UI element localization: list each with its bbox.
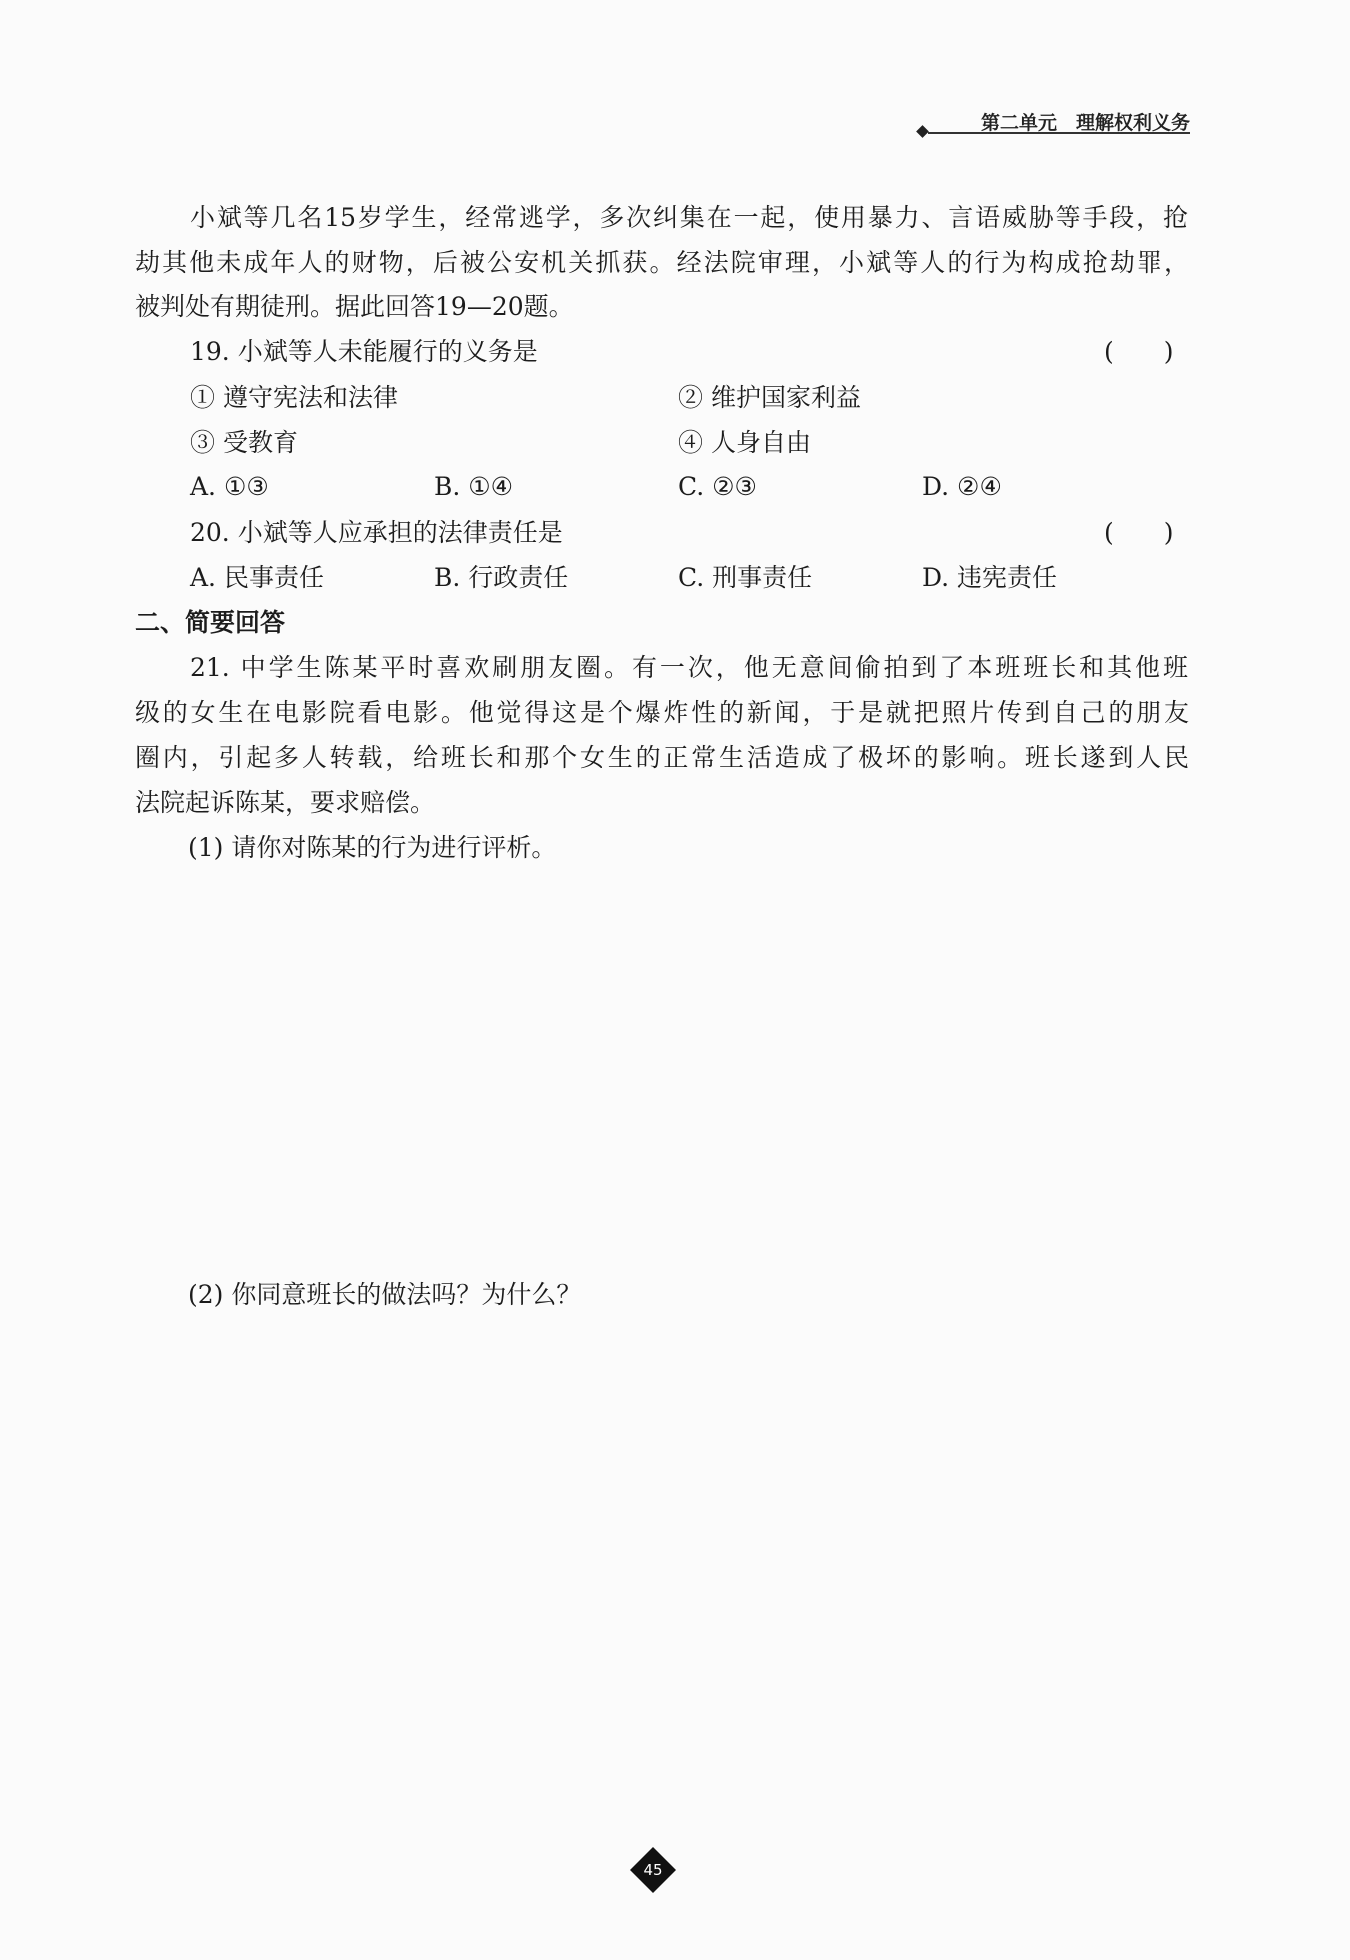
q21-sub-question-2: (2) 你同意班长的做法吗？为什么？ <box>188 1280 582 1309</box>
q19-item-4: ④ 人身自由 <box>678 428 811 457</box>
q19-option-a[interactable]: A. ①③ <box>190 472 269 501</box>
q19-item-2: ② 维护国家利益 <box>678 383 861 412</box>
q20-option-b[interactable]: B. 行政责任 <box>434 563 569 592</box>
q21-line-1: 21. 中学生陈某平时喜欢刷朋友圈。有一次，他无意间偷拍到了本班班长和其他班 <box>190 653 1188 682</box>
intro-line-2: 劫其他未成年人的财物，后被公安机关抓获。经法院审理，小斌等人的行为构成抢劫罪， <box>135 248 1189 277</box>
section-title: 二、简要回答 <box>135 608 286 637</box>
q19-option-c[interactable]: C. ②③ <box>678 472 757 501</box>
q20-answer-blank[interactable]: ( ) <box>1104 518 1174 547</box>
q19-item-1: ① 遵守宪法和法律 <box>190 383 398 412</box>
q19-stem: 19. 小斌等人未能履行的义务是 <box>190 337 538 366</box>
q19-option-d[interactable]: D. ②④ <box>922 472 1002 501</box>
q21-sub-question-1: (1) 请你对陈某的行为进行评析。 <box>188 833 557 862</box>
running-header: 第二单元 理解权利义务 <box>980 112 1190 134</box>
page-number-badge <box>629 1846 677 1894</box>
q21-line-2: 级的女生在电影院看电影。他觉得这是个爆炸性的新闻，于是就把照片传到自己的朋友 <box>135 698 1189 727</box>
intro-line-1: 小斌等几名15岁学生，经常逃学，多次纠集在一起，使用暴力、言语威胁等手段，抢 <box>190 203 1188 232</box>
q21-line-4: 法院起诉陈某，要求赔偿。 <box>135 788 436 817</box>
q19-item-3: ③ 受教育 <box>190 428 298 457</box>
q20-option-d[interactable]: D. 违宪责任 <box>922 563 1058 592</box>
page-number: 45 <box>643 1861 663 1879</box>
q20-option-c[interactable]: C. 刑事责任 <box>678 563 813 592</box>
q21-line-3: 圈内，引起多人转载，给班长和那个女生的正常生活造成了极坏的影响。班长遂到人民 <box>135 743 1189 772</box>
q20-option-a[interactable]: A. 民事责任 <box>190 563 324 592</box>
intro-line-3: 被判处有期徒刑。据此回答19—20题。 <box>135 292 574 321</box>
q19-option-b[interactable]: B. ①④ <box>434 472 514 501</box>
q20-stem: 20. 小斌等人应承担的法律责任是 <box>190 518 563 547</box>
q19-answer-blank[interactable]: ( ) <box>1104 337 1174 366</box>
